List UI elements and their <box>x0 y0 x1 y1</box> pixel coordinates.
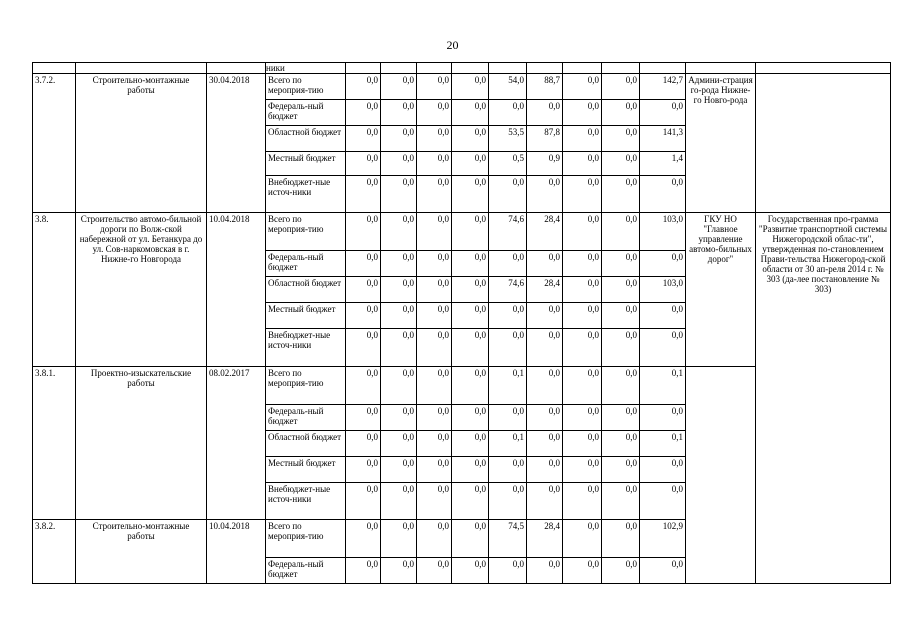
value-cell: 0,0 <box>452 126 489 152</box>
value-cell: 0,0 <box>346 213 381 251</box>
value-cell: 0,0 <box>527 558 563 584</box>
item-code-cell: 3.8.2. <box>33 520 76 584</box>
value-cell: 0,0 <box>489 176 527 213</box>
funding-source-cell: Внебюджет-ные источ-ники <box>266 483 346 520</box>
value-cell: 28,4 <box>527 277 563 303</box>
table-row <box>33 74 891 100</box>
value-cell: 0,0 <box>527 303 563 329</box>
value-cell: 0,0 <box>346 176 381 213</box>
value-cell: 0,0 <box>563 277 602 303</box>
funding-source-cell: Всего по мероприя-тию <box>266 520 346 558</box>
funding-source-cell: Федераль-ный бюджет <box>266 100 346 126</box>
item-date-cell: 08.02.2017 <box>207 367 266 520</box>
executor-cell: Админи-страция го-рода Нижне-го Новго-рода <box>686 74 756 213</box>
value-cell: 0,0 <box>563 74 602 100</box>
value-cell: 28,4 <box>527 213 563 251</box>
value-cell: 0,0 <box>452 329 489 367</box>
table-body <box>33 63 891 584</box>
value-cell: 0,0 <box>563 483 602 520</box>
value-cell: 0,1 <box>489 431 527 457</box>
value-cell: 0,0 <box>602 100 640 126</box>
value-cell: 0,0 <box>640 329 686 367</box>
value-cell: 0,9 <box>527 152 563 176</box>
value-cell: 0,0 <box>602 431 640 457</box>
value-cell: 0,0 <box>527 483 563 520</box>
value-cell: 0,0 <box>346 367 381 405</box>
empty-cell <box>33 63 76 74</box>
item-code-cell: 3.7.2. <box>33 74 76 213</box>
value-cell: 102,9 <box>640 520 686 558</box>
value-cell: 0,0 <box>602 367 640 405</box>
value-cell: 0,0 <box>640 303 686 329</box>
value-cell: 0,0 <box>381 457 417 483</box>
value-cell: 0,0 <box>381 126 417 152</box>
value-cell: 0,0 <box>602 520 640 558</box>
value-cell: 0,0 <box>417 100 452 126</box>
empty-cell <box>346 63 381 74</box>
value-cell: 0,0 <box>346 405 381 431</box>
value-cell: 0,0 <box>563 457 602 483</box>
value-cell: 0,0 <box>346 152 381 176</box>
item-name-cell: Строительно-монтажные работы <box>76 74 207 213</box>
table-row <box>33 213 891 251</box>
funding-source-cell: Местный бюджет <box>266 457 346 483</box>
value-cell: 103,0 <box>640 213 686 251</box>
value-cell: 0,0 <box>417 405 452 431</box>
value-cell: 0,0 <box>346 126 381 152</box>
value-cell: 0,5 <box>489 152 527 176</box>
item-date-cell: 10.04.2018 <box>207 213 266 367</box>
value-cell: 0,0 <box>381 100 417 126</box>
value-cell: 0,0 <box>417 251 452 277</box>
value-cell: 0,0 <box>602 277 640 303</box>
funding-source-cell: Всего по мероприя-тию <box>266 74 346 100</box>
value-cell: 0,0 <box>452 367 489 405</box>
value-cell: 0,0 <box>417 558 452 584</box>
value-cell: 74,5 <box>489 520 527 558</box>
item-name-cell: Проектно-изыскательские работы <box>76 367 207 520</box>
value-cell: 0,0 <box>527 329 563 367</box>
item-date-cell: 10.04.2018 <box>207 520 266 584</box>
value-cell: 0,0 <box>489 329 527 367</box>
value-cell: 0,0 <box>381 520 417 558</box>
value-cell: 0,0 <box>417 520 452 558</box>
value-cell: 0,0 <box>452 176 489 213</box>
empty-cell <box>452 63 489 74</box>
value-cell: 1,4 <box>640 152 686 176</box>
funding-source-cell: Федераль-ный бюджет <box>266 558 346 584</box>
value-cell: 53,5 <box>489 126 527 152</box>
value-cell: 0,0 <box>602 558 640 584</box>
funding-source-cell: Внебюджет-ные источ-ники <box>266 176 346 213</box>
page-number: 20 <box>446 38 459 52</box>
value-cell: 0,0 <box>563 176 602 213</box>
value-cell: 0,0 <box>452 213 489 251</box>
value-cell: 0,0 <box>640 558 686 584</box>
value-cell: 0,0 <box>563 367 602 405</box>
executor-cell <box>686 367 756 584</box>
item-date-cell: 30.04.2018 <box>207 74 266 213</box>
value-cell: 0,0 <box>417 277 452 303</box>
value-cell: 0,0 <box>452 457 489 483</box>
value-cell: 0,0 <box>527 405 563 431</box>
funding-source-cell: Местный бюджет <box>266 303 346 329</box>
empty-cell <box>489 63 527 74</box>
value-cell: 142,7 <box>640 74 686 100</box>
value-cell: 0,0 <box>489 303 527 329</box>
value-cell: 28,4 <box>527 520 563 558</box>
value-cell: 0,0 <box>527 457 563 483</box>
value-cell: 0,0 <box>417 483 452 520</box>
value-cell: 0,0 <box>563 152 602 176</box>
value-cell: 0,0 <box>381 303 417 329</box>
value-cell: 0,0 <box>381 367 417 405</box>
value-cell: 0,0 <box>417 176 452 213</box>
value-cell: 0,0 <box>417 213 452 251</box>
value-cell: 0,1 <box>640 367 686 405</box>
value-cell: 0,0 <box>452 483 489 520</box>
value-cell: 0,0 <box>602 405 640 431</box>
value-cell: 0,0 <box>417 457 452 483</box>
value-cell: 0,0 <box>640 405 686 431</box>
value-cell: 0,0 <box>381 483 417 520</box>
value-cell: 0,0 <box>452 152 489 176</box>
value-cell: 0,0 <box>381 176 417 213</box>
value-cell: 0,0 <box>452 251 489 277</box>
value-cell: 0,0 <box>602 251 640 277</box>
value-cell: 0,0 <box>452 405 489 431</box>
empty-cell <box>207 63 266 74</box>
value-cell: 0,1 <box>640 431 686 457</box>
value-cell: 0,0 <box>563 520 602 558</box>
value-cell: 0,0 <box>381 329 417 367</box>
item-code-cell: 3.8. <box>33 213 76 367</box>
empty-cell <box>76 63 207 74</box>
value-cell: 0,0 <box>452 74 489 100</box>
value-cell: 0,0 <box>489 405 527 431</box>
value-cell: 0,0 <box>563 431 602 457</box>
empty-cell <box>640 63 686 74</box>
value-cell: 0,0 <box>452 431 489 457</box>
value-cell: 0,0 <box>489 558 527 584</box>
value-cell: 0,0 <box>602 152 640 176</box>
value-cell: 54,0 <box>489 74 527 100</box>
value-cell: 0,0 <box>381 251 417 277</box>
value-cell: 0,0 <box>346 303 381 329</box>
value-cell: 0,0 <box>527 100 563 126</box>
funding-source-cell: Областной бюджет <box>266 277 346 303</box>
value-cell: 0,0 <box>452 100 489 126</box>
value-cell: 0,0 <box>417 367 452 405</box>
value-cell: 0,0 <box>346 100 381 126</box>
value-cell: 74,6 <box>489 277 527 303</box>
value-cell: 0,0 <box>640 100 686 126</box>
value-cell: 0,0 <box>563 100 602 126</box>
item-name-cell: Строительно-монтажные работы <box>76 520 207 584</box>
value-cell: 0,0 <box>346 457 381 483</box>
value-cell: 0,0 <box>602 126 640 152</box>
value-cell: 0,0 <box>381 213 417 251</box>
value-cell: 0,0 <box>640 251 686 277</box>
funding-source-cell: Федераль-ный бюджет <box>266 251 346 277</box>
value-cell: 0,0 <box>346 483 381 520</box>
empty-cell <box>686 63 756 74</box>
funding-source-cell: Областной бюджет <box>266 126 346 152</box>
value-cell: 0,0 <box>563 329 602 367</box>
value-cell: 0,0 <box>602 457 640 483</box>
budget-table <box>32 62 891 584</box>
value-cell: 0,0 <box>417 329 452 367</box>
value-cell: 0,0 <box>602 303 640 329</box>
value-cell: 0,0 <box>452 558 489 584</box>
value-cell: 0,0 <box>563 126 602 152</box>
value-cell: 0,0 <box>346 520 381 558</box>
empty-cell <box>602 63 640 74</box>
empty-cell <box>563 63 602 74</box>
funding-source-cell: Федераль-ный бюджет <box>266 405 346 431</box>
value-cell: 0,0 <box>381 558 417 584</box>
funding-source-cell: Местный бюджет <box>266 152 346 176</box>
value-cell: 0,0 <box>346 431 381 457</box>
value-cell: 0,0 <box>602 74 640 100</box>
value-cell: 0,0 <box>417 126 452 152</box>
value-cell: 0,0 <box>452 520 489 558</box>
item-code-cell: 3.8.1. <box>33 367 76 520</box>
funding-source-cell: Всего по мероприя-тию <box>266 213 346 251</box>
value-cell: 0,0 <box>381 74 417 100</box>
value-cell: 0,0 <box>489 483 527 520</box>
value-cell: 0,0 <box>527 367 563 405</box>
empty-cell <box>527 63 563 74</box>
funding-source-cell: Областной бюджет <box>266 431 346 457</box>
value-cell: 0,0 <box>346 277 381 303</box>
value-cell: 0,0 <box>381 152 417 176</box>
value-cell: 0,0 <box>602 213 640 251</box>
value-cell: 0,0 <box>346 251 381 277</box>
value-cell: 0,0 <box>563 558 602 584</box>
value-cell: 0,0 <box>417 431 452 457</box>
program-cell <box>756 74 891 213</box>
value-cell: 0,1 <box>489 367 527 405</box>
value-cell: 0,0 <box>417 303 452 329</box>
value-cell: 141,3 <box>640 126 686 152</box>
funding-source-cell: Внебюджет-ные источ-ники <box>266 329 346 367</box>
value-cell: 0,0 <box>563 251 602 277</box>
value-cell: 0,0 <box>417 74 452 100</box>
value-cell: 0,0 <box>527 251 563 277</box>
value-cell: 0,0 <box>640 483 686 520</box>
value-cell: 0,0 <box>563 213 602 251</box>
continuation-source-cell: ники <box>266 63 346 74</box>
value-cell: 74,6 <box>489 213 527 251</box>
value-cell: 0,0 <box>489 251 527 277</box>
value-cell: 0,0 <box>602 176 640 213</box>
value-cell: 88,7 <box>527 74 563 100</box>
value-cell: 0,0 <box>489 100 527 126</box>
value-cell: 0,0 <box>563 303 602 329</box>
value-cell: 0,0 <box>563 405 602 431</box>
value-cell: 0,0 <box>602 329 640 367</box>
value-cell: 0,0 <box>346 74 381 100</box>
value-cell: 103,0 <box>640 277 686 303</box>
value-cell: 0,0 <box>381 277 417 303</box>
value-cell: 0,0 <box>381 405 417 431</box>
continuation-row <box>33 63 891 74</box>
value-cell: 0,0 <box>527 431 563 457</box>
value-cell: 0,0 <box>489 457 527 483</box>
value-cell: 0,0 <box>452 277 489 303</box>
empty-cell <box>417 63 452 74</box>
funding-source-cell: Всего по мероприя-тию <box>266 367 346 405</box>
empty-cell <box>381 63 417 74</box>
value-cell: 0,0 <box>417 152 452 176</box>
item-name-cell: Строительство автомо-бильной дороги по Волж-ской набережной от ул. Бетанкура до ул. Сов-наркомовская в г. Нижне-го Новгорода <box>76 213 207 367</box>
value-cell: 0,0 <box>346 329 381 367</box>
value-cell: 0,0 <box>640 176 686 213</box>
value-cell: 0,0 <box>602 483 640 520</box>
program-cell: Государственная про-грамма "Развитие транспортной системы Нижегородской облас-ти", утвержденная по-становлением Прави-тельства Нижегород-ской области от 30 ап-реля 2014 г. № 303 (да-лее постановление № 303) <box>756 213 891 584</box>
value-cell: 0,0 <box>452 303 489 329</box>
value-cell: 0,0 <box>640 457 686 483</box>
empty-cell <box>756 63 891 74</box>
value-cell: 87,8 <box>527 126 563 152</box>
value-cell: 0,0 <box>381 431 417 457</box>
value-cell: 0,0 <box>346 558 381 584</box>
value-cell: 0,0 <box>527 176 563 213</box>
executor-cell: ГКУ НО "Главное управление автомо-бильных дорог" <box>686 213 756 367</box>
